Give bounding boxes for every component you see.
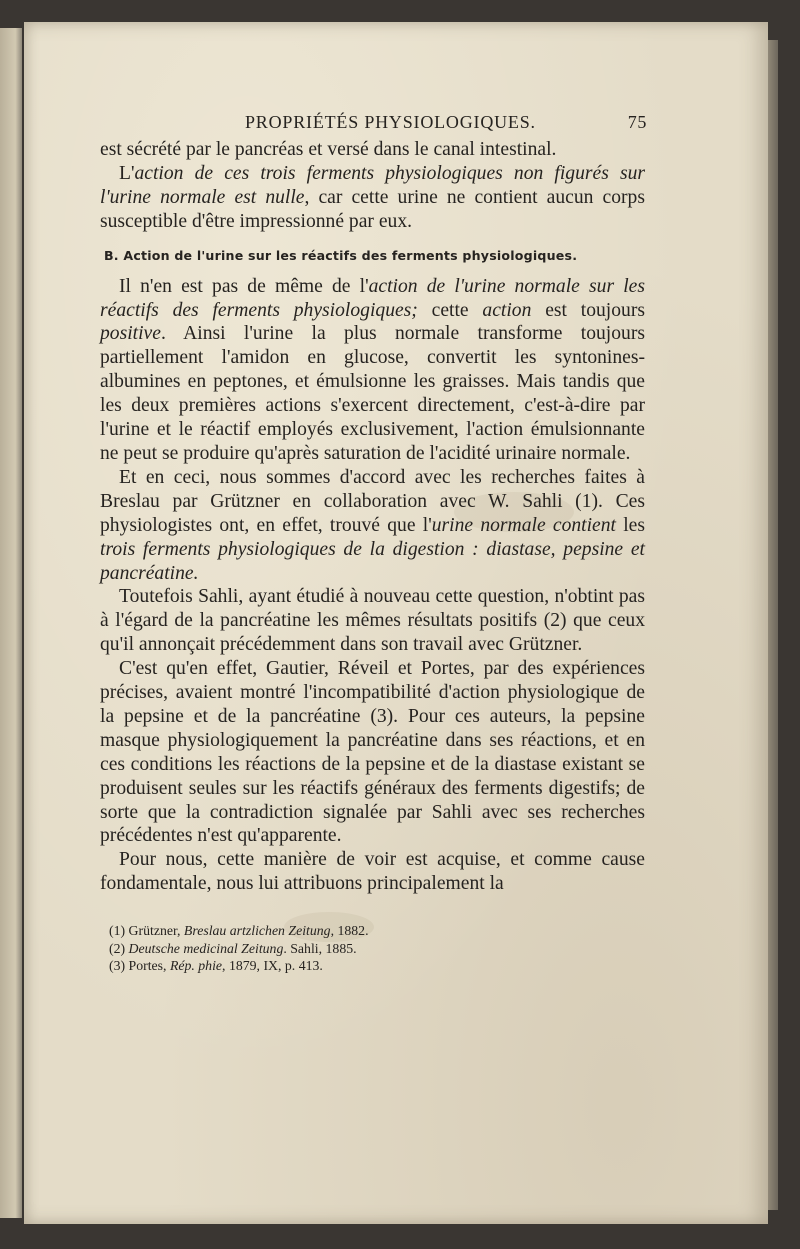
- paragraph: [100, 848, 645, 896]
- paragraph: [100, 162, 645, 234]
- footnote-title: Deutsche medicinal Zeitung: [128, 940, 284, 956]
- section-heading: B. Action de l'urine sur les réactifs des ferments physiologiques.: [104, 247, 578, 263]
- text-run: est sécrété par le pancréas et versé dans le canal intestinal.: [100, 139, 557, 160]
- text-run: . Ainsi l'urine la plus normale transforme toujours partiellement l'amidon en glucose, convertit les syntonines-albumines en peptones, et émulsionne les graisses. Mais tandis que les deux premières actions s'exercent directement, c'est-à-dire par l'urine et le réactif employés exclusivement, l'action émulsionnante ne peut se produire qu'après saturation de l'acidité urinaire normale.: [100, 323, 645, 464]
- italic-run: action de ces trois ferments physiologiques non figurés sur l'urine normale est nulle: [100, 162, 645, 208]
- text-run: Toutefois Sahli, ayant étudié à nouveau cette question, n'obtint pas à l'égard de la pancréatine les mêmes résultats positifs (2) que ceux qu'il annonçait précédemment dans son travail avec Grützner.: [100, 586, 645, 656]
- text-run: C'est qu'en effet, Gautier, Réveil et Portes, par des expériences précises, avaient montré l'incompatibilité d'action physiologique de la pepsine et de la pancréatine (3). Pour ces auteurs, la pepsine masque physiologiquement la pancréatine dans ses réactions, et en ces conditions les réactions de la pepsine et de la diastase existant se produisent seules sur les réactifs généraux des ferments digestifs; de sorte que la contradiction signalée par Sahli avec ses recherches précédentes n'est qu'apparente.: [100, 658, 645, 847]
- paragraph: [100, 585, 645, 657]
- italic-run: action: [482, 299, 532, 321]
- italic-run: urine normale contient: [431, 514, 616, 536]
- running-title: PROPRIÉTÉS PHYSIOLOGIQUES.: [245, 112, 536, 132]
- text-run: les: [616, 514, 646, 536]
- footnote: [109, 922, 645, 940]
- text-run: Et en ceci, nous sommes d'accord avec les recherches faites à Breslau par Grützner en collaboration avec W. Sahli (1). Ces physiologistes ont, en effet, trouvé que l': [100, 466, 645, 536]
- text-run: , car cette urine ne contient aucun corps susceptible d'être impressionné par eux.: [100, 186, 645, 232]
- text-run: Pour nous, cette manière de voir est acquise, et comme cause fondamentale, nous lui attribuons principalement la: [100, 849, 645, 895]
- text-run: est toujours: [531, 299, 645, 321]
- footnote: [109, 957, 645, 975]
- italic-run: positive: [100, 323, 161, 345]
- paragraph: [100, 138, 645, 162]
- text-run: L': [119, 162, 135, 184]
- previous-page-edge: [0, 28, 22, 1218]
- running-head: [100, 108, 645, 138]
- body-text: [100, 138, 645, 896]
- italic-run: action de l'urine normale sur les réactifs des ferments physiologiques;: [100, 275, 645, 321]
- footnote-text: , 1879, IX, p. 413.: [222, 958, 323, 974]
- text-run: cette: [417, 299, 483, 321]
- page-content: [100, 108, 645, 975]
- footnote-text: (2): [109, 940, 129, 956]
- italic-run: trois ferments physiologiques de la digestion : diastase, pepsine et pancréatine.: [100, 538, 645, 584]
- footnote-text: , 1882.: [330, 923, 369, 939]
- page-number: 75: [627, 112, 647, 132]
- footnote-text: . Sahli, 1885.: [283, 940, 357, 956]
- paragraph: [100, 275, 645, 466]
- footnotes: [100, 922, 645, 975]
- paragraph: [100, 657, 645, 848]
- footnote: [109, 940, 645, 958]
- footnote-title: Breslau artzlichen Zeitung: [183, 923, 331, 939]
- footnote-title: Rép. phie: [169, 958, 223, 974]
- text-run: Il n'en est pas de même de l': [119, 275, 369, 297]
- paragraph: [100, 466, 645, 586]
- footnote-text: (1) Grützner,: [109, 923, 184, 939]
- footnote-text: (3) Portes,: [109, 958, 170, 974]
